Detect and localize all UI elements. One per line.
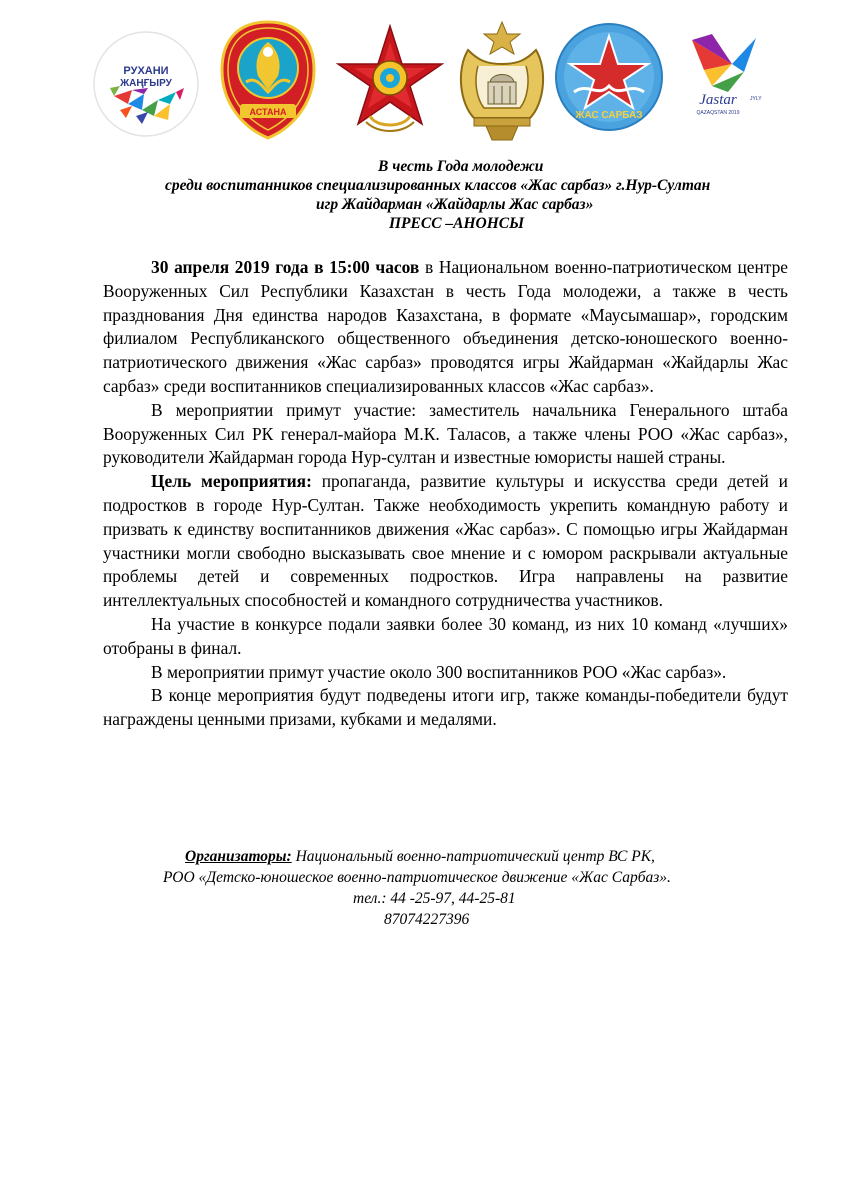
organizers-line-2: РОО «Детско-юношеское военно-патриотическое движение «Жас Сарбаз». [163, 869, 671, 886]
zhas-sarbaz-text: ЖАС САРБАЗ [575, 110, 643, 121]
jastar-sub: QAZAQSTAN 2019 [696, 110, 740, 116]
ruhani-zhangyru-logo [92, 30, 200, 138]
paragraph-3-text: пропаганда, развитие культуры и искусства среди детей и подростков в городе Нур-Султан. Также необходимость укрепить командную работу и призвать к единству воспитанников движения «Жас сарбаз». С помощью игры Жайдарман участники могли свободно высказывать свое мнение и с юмором раскрывали актуальные проблемы детей и современных подростков. Игра направлены на развитие интеллектуальных способностей и командного сотрудничества участников. [103, 471, 788, 611]
lyre-building-emblem [454, 20, 550, 142]
paragraph-event-date [103, 256, 788, 399]
organizers-mobile: 87074227396 [384, 911, 470, 928]
organizers-line-1-text: Национальный военно-патриотический центр ВС РК, [291, 848, 655, 865]
paragraph-applications: На участие в конкурсе подали заявки более 30 команд, из них 10 команд «лучших» отобраны в финал. [103, 613, 788, 658]
ruhani-line1: РУХАНИ [123, 65, 169, 77]
header-line-1: В честь Года молодежи [378, 158, 544, 175]
header-press-announcement: ПРЕСС –АНОНСЫ [389, 215, 525, 232]
paragraph-results: В конце мероприятия будут подведены итоги игр, также команды-победители будут награждены ценными призами, кубками и медалями. [103, 685, 788, 730]
organizers-line-1 [185, 846, 655, 867]
document-body [103, 256, 788, 732]
organizers-label: Организаторы: [185, 848, 292, 865]
zhas-sarbaz-emblem [554, 22, 664, 132]
jastar-2019-logo [682, 30, 762, 120]
organizers-phone: тел.: 44 -25-97, 44-25-81 [353, 890, 516, 907]
event-date-bold: 30 апреля 2019 года в 15:00 часов [151, 257, 420, 277]
astana-text: АСТАНА [249, 107, 287, 117]
ruhani-line2: ЖАҢҒЫРУ [120, 78, 172, 89]
paragraph-1-text: в Национальном военно-патриотическом центре Вооруженных Сил Республики Казахстан в честь Года молодежи, а также в честь празднования Дня единства народов Казахстана, в формате «Маусымашар», городским филиалом Республиканского общественного объединения детско-юношеского военно-патриотического движения «Жас сарбаз» проводятся игры Жайдарман «Жайдарлы Жас сарбаз» среди воспитанников специализированных классов «Жас сарбаз». [103, 257, 788, 396]
header-line-2: среди воспитанников специализированных классов «Жас сарбаз» г.Нур-Султан [165, 177, 711, 194]
paragraph-attendance: В мероприятии примут участие около 300 воспитанников РОО «Жас сарбаз». [151, 661, 727, 682]
astana-emblem [218, 20, 318, 140]
jastar-text: Jastar [699, 92, 737, 108]
paragraph-participants: В мероприятии примут участие: заместитель начальника Генерального штаба Вооруженных Сил РК генерал-майора М.К. Таласов, а также члены РОО «Жас сарбаз», руководители Жайдарман города Нур-султан и известные юмористы нашей страны. [103, 399, 788, 468]
logo-strip [92, 20, 782, 140]
header-line-3: игр Жайдарман «Жайдарлы Жас сарбаз» [316, 196, 594, 213]
paragraph-goal [103, 470, 788, 613]
armed-forces-star-emblem [336, 24, 444, 136]
jastar-side: JYLY [750, 96, 762, 102]
goal-label: Цель мероприятия: [151, 471, 312, 492]
